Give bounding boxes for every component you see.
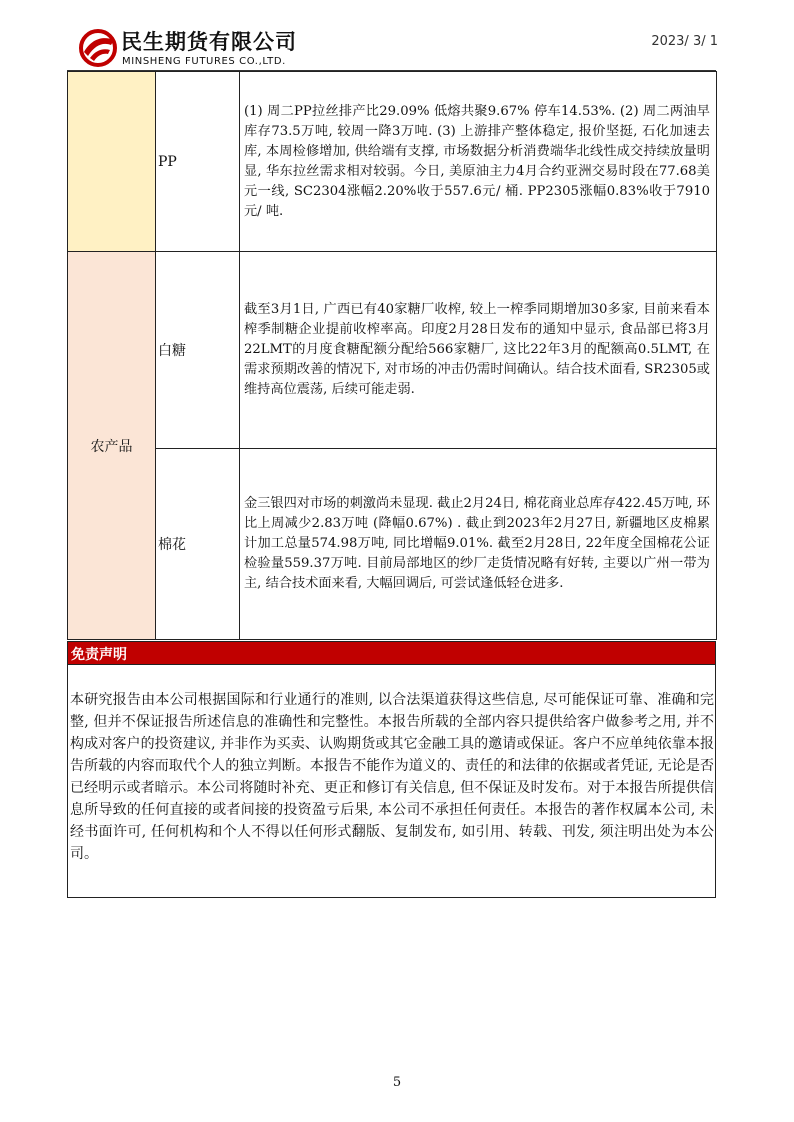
table-row (68, 449, 717, 640)
commentary-table (67, 71, 717, 640)
product-commentary: 金三银四对市场的刺激尚未显现. 截止2月24日, 棉花商业总库存422.45万吨, 环比上周减少2.83万吨 (降幅0.67%) . 截止到2023年2月27日, 新疆地区皮棉累计加工总量574.98万吨, 同比增幅9.01%. 截至2月28日, 22年度全国棉花公证检验量559.37万吨. 目前局部地区的纱厂走货情况略有好转, 主要以广州一带为主, 结合技术面来看, 大幅回调后, 可尝试逢低轻仓进多. (240, 449, 717, 640)
company-name-en: MINSHENG FUTURES CO.,LTD. (122, 56, 286, 67)
product-name: PP (156, 72, 240, 252)
disclaimer-header (67, 641, 716, 665)
report-date: 2023/ 3/ 1 (651, 34, 718, 49)
product-commentary: (1) 周二PP拉丝排产比29.09% 低熔共聚9.67% 停车14.53%. (2) 周二两油早库存73.5万吨, 较周一降3万吨. (3) 上游排产整体稳定, 报价坚挺, 石化加速去库, 本周检修增加, 供给端有支撑, 市场数据分析消费端华北线性成交持续放量明显, 华东拉丝需求相对较弱。今日, 美原油主力4月合约亚洲交易时段在77.68美元一线, SC2304涨幅2.20%收于557.6元/ 桶. PP2305涨幅0.83%收于7910元/ 吨. (240, 72, 717, 252)
category-cell: 农产品 (68, 252, 156, 640)
table-row (68, 72, 717, 252)
product-name: 棉花 (156, 449, 240, 640)
category-cell (68, 72, 156, 252)
minsheng-logo-icon (78, 28, 118, 68)
company-name-cn: 民生期货有限公司 (121, 30, 297, 54)
disclaimer-text: 本研究报告由本公司根据国际和行业通行的准则, 以合法渠道获得这些信息, 尽可能保证可靠、准确和完整, 但并不保证报告所述信息的准确性和完整性。本报告所载的全部内容只提供给客户做参考之用, 并不构成对客户的投资建议, 并非作为买卖、认购期货或其它金融工具的邀请或保证。客户不应单纯依靠本报告所载的内容而取代个人的独立判断。本报告不能作为道义的、责任的和法律的依据或者凭证, 无论是否已经明示或者暗示。本公司将随时补充、更正和修订有关信息, 但不保证及时发布。对于本报告所提供信息所导致的任何直接的或者间接的投资盈亏后果, 本公司不承担任何责任。本报告的著作权属本公司, 未经书面许可, 任何机构和个人不得以任何形式翻版、复制发布, 如引用、转载、刊发, 须注明出处为本公司。 (70, 692, 714, 862)
product-commentary: 截至3月1日, 广西已有40家糖厂收榨, 较上一榨季同期增加30多家, 目前来看本榨季制糖企业提前收榨率高。印度2月28日发布的通知中显示, 食品部已将3月22LMT的月度食糖配额分配给566家糖厂, 这比22年3月的配额高0.5LMT, 在需求预期改善的情况下, 对市场的冲击仍需时间确认。结合技术面看, SR2305或维持高位震荡, 后续可能走弱. (240, 252, 717, 449)
product-name: 白糖 (156, 252, 240, 449)
disclaimer-title: 免责声明 (71, 647, 127, 663)
table-row (68, 252, 717, 449)
page-number: 5 (392, 1075, 402, 1090)
page-header (0, 0, 794, 72)
disclaimer-box (67, 664, 716, 898)
